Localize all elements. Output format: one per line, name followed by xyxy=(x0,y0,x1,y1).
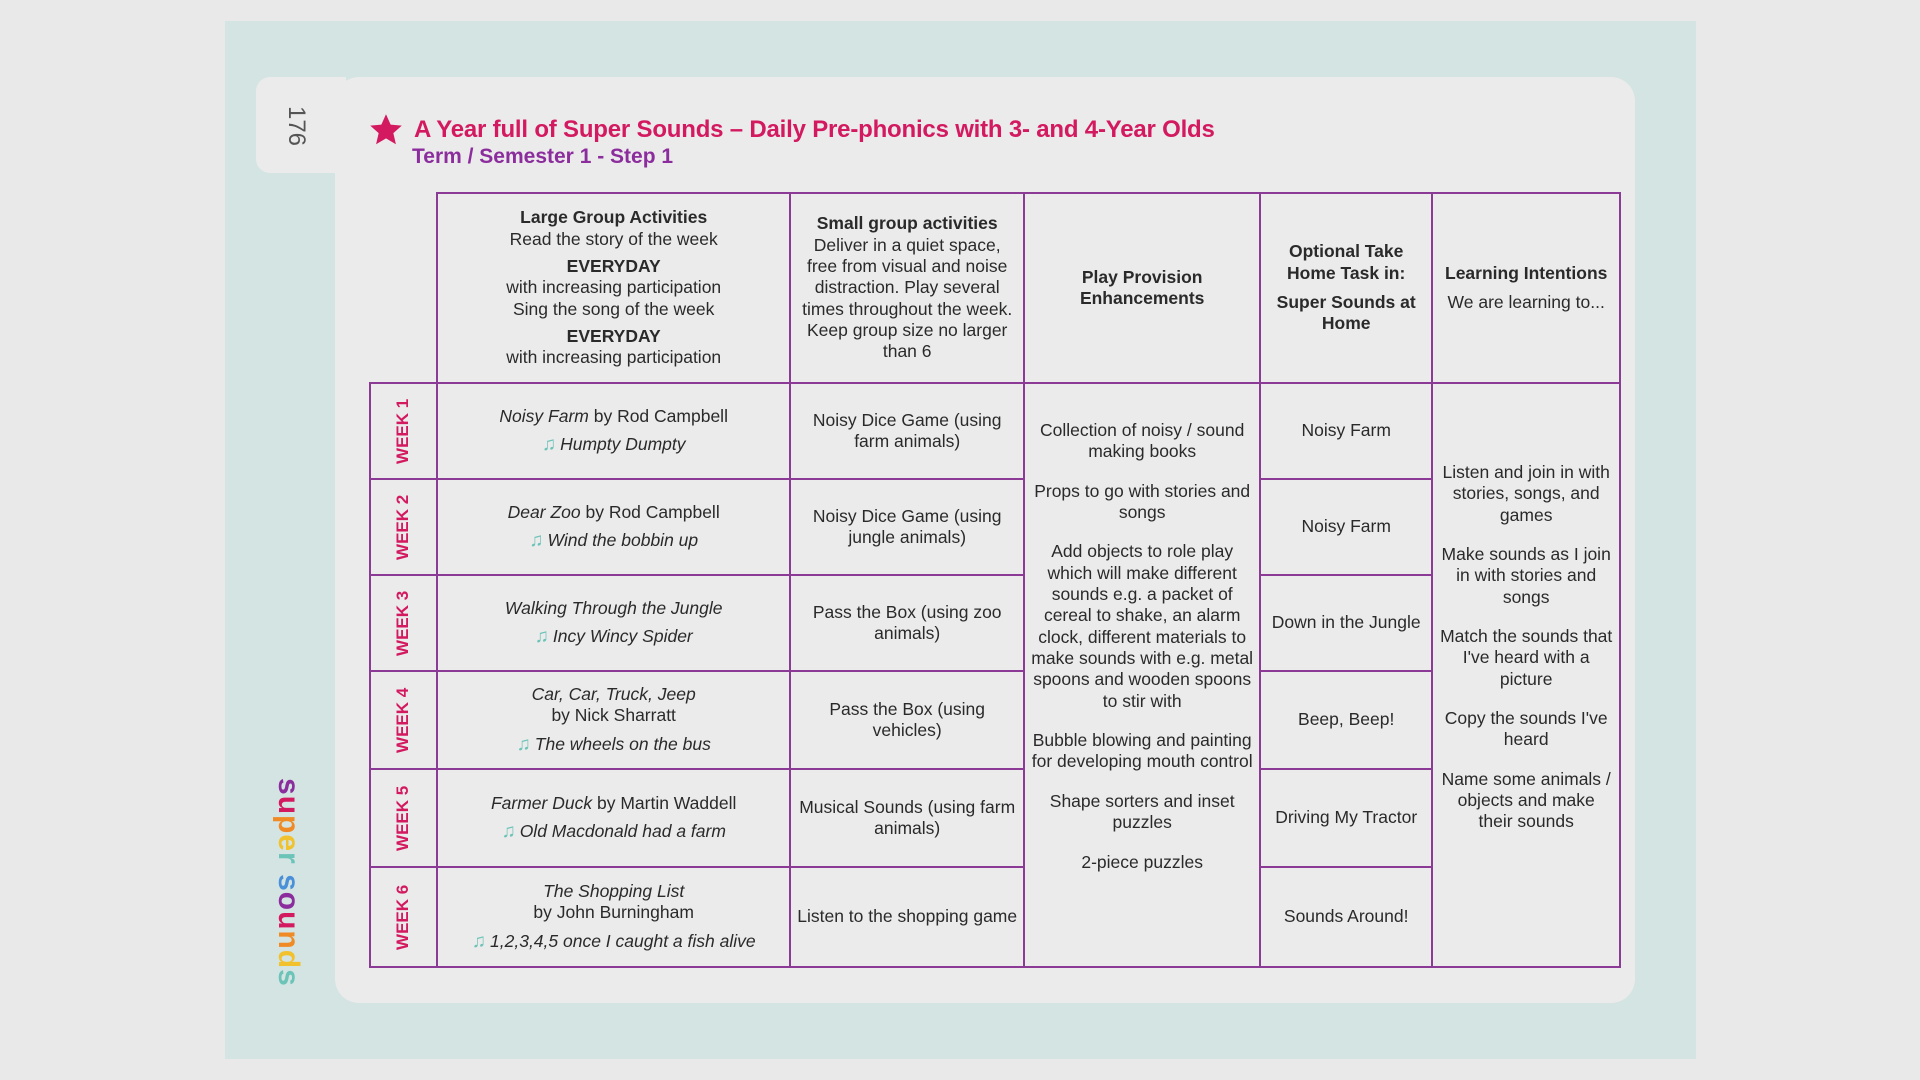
music-note-icon: ♫ xyxy=(516,733,531,755)
week-label: WEEK 6 xyxy=(370,867,437,967)
logo-letter: p xyxy=(272,815,305,835)
week-label: WEEK 4 xyxy=(370,671,437,769)
title-row xyxy=(368,112,1215,148)
music-note-icon: ♫ xyxy=(471,930,487,952)
small-group-cell: Musical Sounds (using farm animals) xyxy=(790,769,1024,867)
week-label: WEEK 5 xyxy=(370,769,437,867)
logo-letter: d xyxy=(272,949,305,970)
weekly-plan-table xyxy=(369,192,1621,968)
header-take-home: Optional Take Home Task in: Super Sounds at Home xyxy=(1260,193,1432,383)
super-sounds-logo xyxy=(271,778,305,1018)
play-provision-cell: Collection of noisy / sound making books Props to go with stories and songs Add objects to role play which will make different sounds e.g. a packet of cereal to shake, an alarm clock, different materials to make sounds with e.g. metal spoons and wooden spoons to stir with Bubble blowing and painting for developing mouth control Shape sorters and inset puzzles 2-piece puzzles xyxy=(1024,383,1260,967)
week-label: WEEK 3 xyxy=(370,575,437,671)
take-home-cell: Driving My Tractor xyxy=(1260,769,1432,867)
logo-letter: u xyxy=(272,911,305,931)
page-number: 176 xyxy=(283,105,310,147)
large-group-cell: The Shopping List by John Burningham ♫ 1,2,3,4,5 once I caught a fish alive xyxy=(437,867,790,967)
small-group-cell: Pass the Box (using vehicles) xyxy=(790,671,1024,769)
logo-letter: n xyxy=(272,930,305,950)
large-group-cell: Car, Car, Truck, Jeep by Nick Sharratt ♫ The wheels on the bus xyxy=(437,671,790,769)
learning-intentions-cell: Listen and join in with stories, songs, and games Make sounds as I join in with stories and songs Match the sounds that I've heard with a picture Copy the sounds I've heard Name some animals / objects and make their sounds xyxy=(1432,383,1620,967)
logo-letter: r xyxy=(272,852,305,865)
music-note-icon: ♫ xyxy=(541,434,557,456)
logo-letter: s xyxy=(272,874,305,892)
header-row xyxy=(370,193,1620,383)
large-group-cell: Dear Zoo by Rod Campbell ♫ Wind the bobbin up xyxy=(437,479,790,575)
week-label: WEEK 2 xyxy=(370,479,437,575)
logo-letter: s xyxy=(272,969,305,987)
logo-letter: o xyxy=(272,891,305,912)
header-play-provision: Play Provision Enhancements xyxy=(1024,193,1260,383)
logo-letter xyxy=(271,865,305,874)
header-small-group: Small group activities Deliver in a quiet space, free from visual and noise distraction. Play several times throughout the week. Keep group size no larger than 6 xyxy=(790,193,1024,383)
star-icon xyxy=(368,112,404,148)
page-title: A Year full of Super Sounds – Daily Pre-phonics with 3- and 4-Year Olds xyxy=(414,116,1215,143)
music-note-icon: ♫ xyxy=(501,821,516,843)
logo-letter: e xyxy=(272,834,305,853)
music-note-icon: ♫ xyxy=(529,530,544,552)
page-subtitle: Term / Semester 1 - Step 1 xyxy=(412,145,674,168)
take-home-cell: Beep, Beep! xyxy=(1260,671,1432,769)
music-note-icon: ♫ xyxy=(534,626,549,648)
large-group-cell: Walking Through the Jungle ♫ Incy Wincy Spider xyxy=(437,575,790,671)
header-learning-intentions: Learning Intentions We are learning to... xyxy=(1432,193,1620,383)
logo-letter: u xyxy=(272,795,305,816)
week-label: WEEK 1 xyxy=(370,383,437,479)
header-large-group: Large Group Activities Read the story of the week EVERYDAY with increasing participation Sing the song of the week EVERYDAY with increasing participation xyxy=(437,193,790,383)
take-home-cell: Noisy Farm xyxy=(1260,479,1432,575)
logo-letter: s xyxy=(272,778,305,796)
take-home-cell: Down in the Jungle xyxy=(1260,575,1432,671)
take-home-cell: Noisy Farm xyxy=(1260,383,1432,479)
small-group-cell: Pass the Box (using zoo animals) xyxy=(790,575,1024,671)
take-home-cell: Sounds Around! xyxy=(1260,867,1432,967)
large-group-cell: Farmer Duck by Martin Waddell ♫ Old Macdonald had a farm xyxy=(437,769,790,867)
small-group-cell: Noisy Dice Game (using farm animals) xyxy=(790,383,1024,479)
small-group-cell: Noisy Dice Game (using jungle animals) xyxy=(790,479,1024,575)
large-group-cell: Noisy Farm by Rod Campbell ♫ Humpty Dumpty xyxy=(437,383,790,479)
table-row xyxy=(370,383,1620,479)
small-group-cell: Listen to the shopping game xyxy=(790,867,1024,967)
